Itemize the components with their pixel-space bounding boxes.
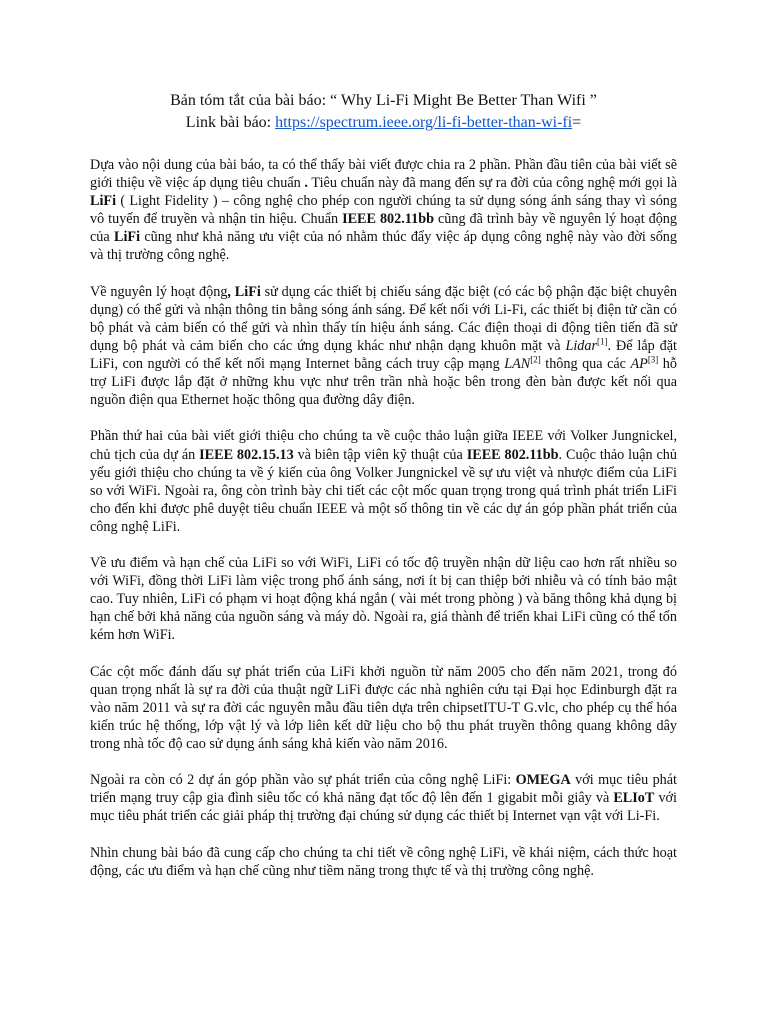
text-segment: và biên tập viên kỹ thuật của [293, 446, 467, 463]
text-segment: Dựa vào nội dung của bài báo, ta có thể thấy bài viết được chia ra 2 phần. Phần đầu tiên của bài viết sẽ giới thiệu về việc áp dụng tiêu chuẩn [90, 157, 677, 192]
text-segment: Phần thứ hai của bài viết giới thiệu cho chúng ta về cuộc thảo luận giữa IEEE với Volker Jungnickel, chủ tịch của dự án [90, 428, 677, 463]
text-segment: Tiêu chuẩn này đã mang đến sự ra đời của công nghệ mới gọi là [307, 175, 677, 192]
title-block [90, 90, 677, 134]
text-segment: AP [630, 356, 648, 373]
paragraph-projects [90, 771, 677, 825]
text-segment: với mục tiêu phát triển các giải pháp thị trường đại chúng sử dụng các thiết bị Internet vạn vật với Li-Fi. [90, 790, 677, 825]
text-segment: cũng như khả năng ưu việt của nó nhằm thúc đẩy việc áp dụng công nghệ này vào đời sống và thị trường công nghệ. [90, 229, 677, 264]
text-segment: [2] [530, 354, 541, 365]
text-segment: Về nguyên lý hoạt động [90, 283, 228, 300]
document-title: Bản tóm tắt của bài báo: “ Why Li-Fi Might Be Better Than Wifi ” [170, 92, 597, 109]
text-segment: Nhìn chung bài báo đã cung cấp cho chúng ta chi tiết về công nghệ LiFi, về khái niệm, cách thức hoạt động, các ưu điểm và hạn chế cũng như tiềm năng trong thực tế và thị trường công nghệ. [90, 844, 677, 879]
text-segment: IEEE 802.15.13 [199, 446, 294, 463]
text-segment: Ngoài ra còn có 2 dự án góp phần vào sự phát triển của công nghệ LiFi: [90, 772, 516, 789]
text-segment: IEEE 802.11bb [466, 446, 559, 463]
text-segment: Lidar [565, 337, 598, 354]
paragraph-milestones [90, 663, 677, 753]
article-link[interactable]: https://spectrum.ieee.org/li-fi-better-than-wi-fi [275, 114, 573, 131]
text-segment: ELIoT [613, 790, 655, 807]
text-segment: cũng đã trình bày về nguyên lý hoạt động của [90, 211, 677, 246]
document-page [90, 90, 677, 898]
paragraph-intro [90, 156, 677, 265]
text-segment: [3] [647, 354, 659, 365]
paragraph-discussion [90, 427, 677, 536]
paragraph-pros-cons [90, 554, 677, 644]
text-segment: Về ưu điểm và hạn chế của LiFi so với WiFi, LiFi có tốc độ truyền nhận dữ liệu cao hơn rất nhiều so với WiFi, đồng thời LiFi làm việc trong phổ ánh sáng, nơi ít bị can thiệp bởi nhiễu và có tính bảo mật cao. Tuy nhiên, LiFi có phạm vi hoạt động khá ngắn ( vài mét trong phòng ) và băng thông khả dụng bị hạn chế bởi khả năng của nguồn sáng và máy dò. Ngoài ra, giá thành để triển khai LiFi cũng có thể tốn kém hơn WiFi. [90, 555, 677, 644]
text-segment: hỗ trợ LiFi được lắp đặt ở những khu vực như trên trần nhà hoặc bên trong đèn bàn được kết nối qua nguồn điện qua Ethernet hoặc thông qua đường dây điện. [90, 356, 677, 409]
paragraph-principle [90, 283, 677, 410]
link-label: Link bài báo: [185, 114, 276, 131]
text-segment: thông qua các [540, 356, 631, 373]
text-segment: . Để lắp đặt LiFi, con người có thể kết nối mạng Internet bằng cách truy cập mạng [90, 337, 677, 373]
text-segment: OMEGA [515, 772, 571, 789]
text-segment: sử dụng các thiết bị chiếu sáng đặc biệt (có các bộ phận đặc biệt chuyên dụng) có thể gửi và nhận thông tin bằng sóng ánh sáng. Để kết nối với Li-Fi, các thiết bị điện tử cần có bộ phát và cảm biến có thể gửi và nhìn thấy tín hiệu ánh sáng. Các điện thoại di động tiên tiến đã sử dụng bộ phát và cảm biến cho các ứng dụng khác như nhận dạng khuôn mặt và [90, 283, 678, 354]
text-segment: ( Light Fidelity ) – công nghệ cho phép con người chúng ta sử dụng sóng ánh sáng thay vì sóng vô tuyến để truyền và nhận tin hiệu. Chuẩn [90, 193, 677, 228]
document-body [90, 156, 677, 880]
text-segment: với mục tiêu phát triển mạng truy cập gia đình siêu tốc có khả năng đạt tốc độ lên đến 1 gigabit mỗi giây và [90, 772, 677, 807]
text-segment: [1] [597, 336, 608, 347]
text-segment: LiFi [114, 229, 141, 246]
paragraph-conclusion [90, 844, 677, 880]
text-segment: Các cột mốc đánh dấu sự phát triển của LiFi khởi nguồn từ năm 2005 cho đến năm 2021, trong đó quan trọng nhất là sự ra đời của thuật ngữ LiFi được các nhà nghiên cứu tại Đại học Edinburgh đặt ra vào năm 2011 và sự ra đời các nguyên mẫu đầu tiên dựa trên chipsetITU-T G.vlc, cho phép cụ thể hóa kiến trúc hệ thống, lớp vật lý và lớp liên kết dữ liệu cho bộ thu phát truyền thông quang không dây trong nhà tốc độ cao sử dụng ánh sáng khả kiến vào năm 2016. [90, 663, 677, 752]
text-segment: , LiFi [227, 283, 261, 300]
link-suffix: = [572, 114, 582, 131]
article-link-line [90, 112, 677, 134]
text-segment: LiFi [90, 193, 117, 210]
text-segment: IEEE 802.11bb [342, 211, 434, 228]
text-segment: . [304, 175, 308, 192]
text-segment: . Cuộc thảo luận chủ yếu giới thiệu cho chúng ta về ý kiến của ông Volker Jungnickel về sự ưu việt và nhược điểm của LiFi so với WiFi. Ngoài ra, ông còn trình bày chi tiết các cột mốc quan trọng trong quá trình phát triển LiFi cho đến khi được phê duyệt tiêu chuẩn IEEE và một số thông tin về các dự án góp phần phát triển của công nghệ LiFi. [90, 446, 677, 535]
text-segment: LAN [504, 356, 531, 373]
